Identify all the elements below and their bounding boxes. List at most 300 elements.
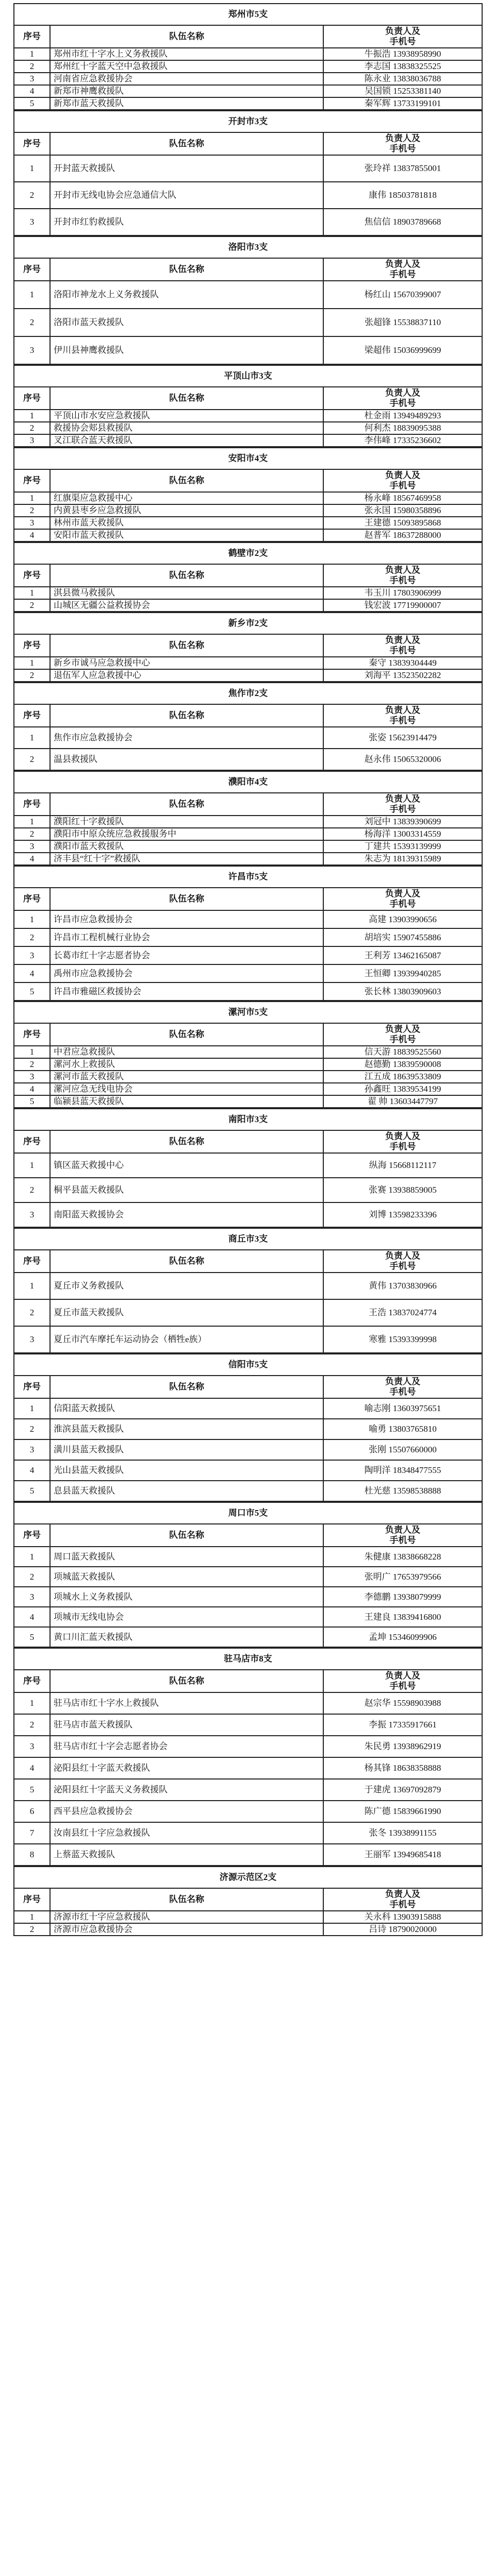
team-name: 新郑市神鹰救援队 bbox=[50, 85, 323, 97]
contact bbox=[323, 1202, 482, 1227]
table-row bbox=[14, 209, 482, 235]
row-number: 2 bbox=[14, 182, 50, 209]
row-number: 5 bbox=[14, 1627, 50, 1647]
table-row bbox=[14, 1481, 482, 1501]
contact-person: 钱宏波 bbox=[364, 600, 391, 610]
city-title: 焦作市2支 bbox=[14, 683, 482, 704]
table-row bbox=[14, 816, 482, 828]
contact-phone: 13903990656 bbox=[388, 914, 437, 924]
team-name: 濮阳红十字救援队 bbox=[50, 816, 323, 828]
col-contact-header bbox=[323, 25, 482, 48]
table-row bbox=[14, 155, 482, 182]
row-number: 1 bbox=[14, 492, 50, 504]
team-name: 济源市应急救援协会 bbox=[50, 1923, 323, 1936]
team-name: 镇区蓝天救援中心 bbox=[50, 1153, 323, 1178]
col-contact-header-a: 负责人及 bbox=[385, 705, 421, 715]
row-number: 1 bbox=[14, 657, 50, 669]
col-num-header: 序号 bbox=[14, 1670, 50, 1692]
city-title-row bbox=[14, 111, 482, 132]
contact-person: 高建 bbox=[369, 914, 387, 924]
col-contact-header-b: 手机号 bbox=[389, 575, 416, 585]
row-number: 2 bbox=[14, 1567, 50, 1587]
contact bbox=[323, 336, 482, 364]
row-number: 1 bbox=[14, 1398, 50, 1419]
contact bbox=[323, 982, 482, 1001]
contact bbox=[323, 1607, 482, 1627]
contact-person: 信天游 bbox=[364, 1047, 391, 1057]
contact-person: 王建德 bbox=[364, 518, 391, 528]
col-contact-header-b: 手机号 bbox=[389, 398, 416, 408]
contact-person: 于建虎 bbox=[364, 1785, 391, 1794]
row-number: 3 bbox=[14, 1587, 50, 1607]
contact-phone: 13837024774 bbox=[388, 1308, 437, 1317]
row-number: 1 bbox=[14, 48, 50, 60]
contact-person: 刘博 bbox=[369, 1210, 387, 1219]
contact bbox=[323, 1481, 482, 1501]
row-number: 3 bbox=[14, 73, 50, 85]
col-team-header: 队伍名称 bbox=[50, 387, 323, 410]
contact-person: 孟坤 bbox=[369, 1632, 387, 1642]
col-contact-header-a: 负责人及 bbox=[385, 259, 421, 269]
contact-phone: 18503781818 bbox=[388, 190, 437, 200]
col-team-header: 队伍名称 bbox=[50, 704, 323, 727]
col-contact-header bbox=[323, 1250, 482, 1273]
table-row bbox=[14, 840, 482, 853]
contact-person: 韦玉川 bbox=[364, 588, 391, 598]
team-name: 济丰县“红十字”救援队 bbox=[50, 853, 323, 865]
row-number: 4 bbox=[14, 1757, 50, 1779]
contact-person: 寒雅 bbox=[369, 1334, 387, 1344]
table-row bbox=[14, 1095, 482, 1108]
row-number: 1 bbox=[14, 1273, 50, 1299]
team-name: 夏丘市蓝天救援队 bbox=[50, 1299, 323, 1326]
contact-phone: 17719900007 bbox=[392, 600, 441, 610]
contact bbox=[323, 727, 482, 749]
contact-phone: 13703830966 bbox=[388, 1281, 437, 1291]
city-title-row bbox=[14, 1502, 482, 1524]
col-contact-header-b: 手机号 bbox=[389, 37, 416, 46]
row-number: 2 bbox=[14, 1299, 50, 1326]
contact-phone: 13598233396 bbox=[388, 1210, 437, 1219]
contact-phone: 15839661990 bbox=[392, 1806, 441, 1816]
row-number: 4 bbox=[14, 853, 50, 865]
contact-phone: 18790020000 bbox=[388, 1924, 437, 1934]
city-table bbox=[13, 612, 483, 682]
document bbox=[13, 3, 482, 1936]
table-row bbox=[14, 946, 482, 964]
row-number: 4 bbox=[14, 1607, 50, 1627]
header-row bbox=[14, 469, 482, 492]
city-title-row bbox=[14, 1002, 482, 1023]
col-num-header: 序号 bbox=[14, 25, 50, 48]
contact-phone: 13697092879 bbox=[392, 1785, 441, 1794]
city-title-row bbox=[14, 543, 482, 564]
table-row bbox=[14, 1714, 482, 1736]
table-row bbox=[14, 60, 482, 73]
contact-phone: 13839534199 bbox=[392, 1084, 441, 1094]
col-contact-header bbox=[323, 132, 482, 155]
col-contact-header bbox=[323, 634, 482, 657]
contact-phone: 13938859005 bbox=[388, 1185, 437, 1195]
row-number: 8 bbox=[14, 1844, 50, 1866]
team-name: 郑州市红十字水上义务救援队 bbox=[50, 48, 323, 60]
table-row bbox=[14, 657, 482, 669]
header-row bbox=[14, 564, 482, 587]
header-row bbox=[14, 1888, 482, 1911]
contact-phone: 13903915888 bbox=[392, 1912, 441, 1922]
team-name: 河南省应急救援协会 bbox=[50, 73, 323, 85]
table-row bbox=[14, 1692, 482, 1714]
contact-person: 张长林 bbox=[364, 986, 391, 996]
city-table bbox=[13, 1502, 483, 1648]
contact bbox=[323, 48, 482, 60]
row-number: 2 bbox=[14, 504, 50, 517]
row-number: 1 bbox=[14, 281, 50, 309]
row-number: 2 bbox=[14, 828, 50, 840]
team-name: 南阳蓝天救援协会 bbox=[50, 1202, 323, 1227]
table-row bbox=[14, 281, 482, 309]
contact bbox=[323, 1587, 482, 1607]
row-number: 3 bbox=[14, 840, 50, 853]
header-row bbox=[14, 1250, 482, 1273]
contact bbox=[323, 410, 482, 422]
table-row bbox=[14, 1083, 482, 1095]
contact bbox=[323, 1419, 482, 1439]
contact bbox=[323, 209, 482, 235]
contact-phone: 15668112117 bbox=[389, 1160, 437, 1170]
team-name: 新乡市诚马应急救援中心 bbox=[50, 657, 323, 669]
contact-phone: 15253381140 bbox=[393, 86, 441, 96]
col-contact-header bbox=[323, 1888, 482, 1911]
contact-phone: 18839095388 bbox=[392, 423, 441, 433]
contact-phone: 15036999699 bbox=[392, 345, 441, 355]
team-name: 夏丘市义务救援队 bbox=[50, 1273, 323, 1299]
row-number: 2 bbox=[14, 1058, 50, 1071]
contact-person: 纵海 bbox=[369, 1160, 387, 1170]
contact-phone: 13523502282 bbox=[392, 670, 441, 680]
col-team-header: 队伍名称 bbox=[50, 1888, 323, 1911]
city-title: 驻马店市8支 bbox=[14, 1648, 482, 1670]
team-name: 许昌市工程机械行业协会 bbox=[50, 928, 323, 946]
city-title-row bbox=[14, 1867, 482, 1888]
team-name: 漯河市蓝天救援队 bbox=[50, 1071, 323, 1083]
contact-phone: 18637288000 bbox=[392, 530, 441, 540]
table-row bbox=[14, 1779, 482, 1801]
col-num-header: 序号 bbox=[14, 1250, 50, 1273]
row-number: 3 bbox=[14, 1326, 50, 1353]
team-name: 安阳市蓝天救援队 bbox=[50, 529, 323, 541]
row-number: 5 bbox=[14, 982, 50, 1001]
row-number: 2 bbox=[14, 1923, 50, 1936]
team-name: 济源市红十字应急救援队 bbox=[50, 1911, 323, 1923]
city-table bbox=[13, 866, 483, 1001]
col-contact-header-a: 负责人及 bbox=[385, 1251, 421, 1261]
contact-phone: 13938079999 bbox=[392, 1591, 441, 1602]
row-number: 1 bbox=[14, 1692, 50, 1714]
contact-person: 关永科 bbox=[364, 1912, 391, 1922]
team-name: 漯河应急无线电协会 bbox=[50, 1083, 323, 1095]
contact-phone: 18903789668 bbox=[392, 217, 441, 227]
col-contact-header-a: 负责人及 bbox=[385, 565, 421, 575]
team-name: 驻马店市红十字会志愿者协会 bbox=[50, 1736, 323, 1757]
row-number: 5 bbox=[14, 1481, 50, 1501]
col-team-header: 队伍名称 bbox=[50, 1670, 323, 1692]
contact bbox=[323, 85, 482, 97]
col-num-header: 序号 bbox=[14, 1888, 50, 1911]
contact bbox=[323, 60, 482, 73]
table-row bbox=[14, 964, 482, 982]
contact-person: 张永国 bbox=[364, 505, 391, 515]
team-name: 汝南县红十字应急救援队 bbox=[50, 1822, 323, 1844]
contact bbox=[323, 657, 482, 669]
row-number: 1 bbox=[14, 1911, 50, 1923]
contact-phone: 13733199101 bbox=[392, 98, 441, 108]
contact bbox=[323, 1757, 482, 1779]
team-name: 西平县应急救援协会 bbox=[50, 1801, 323, 1822]
contact-person: 王利芳 bbox=[364, 950, 391, 960]
team-name: 林州市蓝天救援队 bbox=[50, 517, 323, 529]
team-name: 焦作市应急救援协会 bbox=[50, 727, 323, 749]
contact bbox=[323, 97, 482, 110]
col-contact-header-b: 手机号 bbox=[389, 144, 416, 154]
contact-person: 李伟峰 bbox=[364, 435, 391, 445]
contact-person: 吴国锁 bbox=[364, 86, 391, 96]
table-row bbox=[14, 1822, 482, 1844]
col-contact-header-b: 手机号 bbox=[389, 1535, 416, 1545]
contact-person: 喻勇 bbox=[369, 1424, 387, 1434]
header-row bbox=[14, 1524, 482, 1547]
city-title-row bbox=[14, 1228, 482, 1250]
row-number: 1 bbox=[14, 1547, 50, 1567]
contact-person: 李振 bbox=[369, 1720, 387, 1730]
contact-person: 翟 帅 bbox=[368, 1096, 388, 1106]
contact-phone: 18638358888 bbox=[392, 1763, 441, 1773]
city-title-row bbox=[14, 4, 482, 25]
contact-person: 王丽军 bbox=[364, 1850, 391, 1859]
col-num-header: 序号 bbox=[14, 793, 50, 816]
team-name: 项城蓝天救援队 bbox=[50, 1567, 323, 1587]
contact-phone: 17803906999 bbox=[392, 588, 441, 598]
header-row bbox=[14, 1130, 482, 1153]
contact-person: 杨红山 bbox=[364, 290, 391, 299]
contact-person: 吕诗 bbox=[369, 1924, 387, 1934]
table-row bbox=[14, 529, 482, 541]
team-name: 开封市无线电协会应急通信大队 bbox=[50, 182, 323, 209]
col-team-header: 队伍名称 bbox=[50, 258, 323, 281]
contact-phone: 13939940285 bbox=[392, 968, 441, 978]
contact-person: 张赛 bbox=[369, 1185, 387, 1195]
contact bbox=[323, 928, 482, 946]
table-row bbox=[14, 1178, 482, 1202]
col-contact-header bbox=[323, 387, 482, 410]
contact-phone: 13838325525 bbox=[392, 61, 441, 71]
team-name: 退伍军人应急救援中心 bbox=[50, 669, 323, 682]
row-number: 1 bbox=[14, 587, 50, 599]
city-title: 濮阳市4支 bbox=[14, 771, 482, 793]
team-name: 洛阳市神龙水上义务救援队 bbox=[50, 281, 323, 309]
header-row bbox=[14, 258, 482, 281]
team-name: 信阳蓝天救援队 bbox=[50, 1398, 323, 1419]
contact bbox=[323, 964, 482, 982]
row-number: 1 bbox=[14, 1046, 50, 1058]
col-num-header: 序号 bbox=[14, 704, 50, 727]
row-number: 2 bbox=[14, 599, 50, 612]
row-number: 1 bbox=[14, 910, 50, 928]
contact-person: 焦信信 bbox=[364, 217, 391, 227]
col-contact-header-a: 负责人及 bbox=[385, 26, 421, 36]
contact bbox=[323, 1153, 482, 1178]
contact bbox=[323, 281, 482, 309]
contact bbox=[323, 182, 482, 209]
contact-phone: 13462165087 bbox=[392, 950, 441, 960]
col-team-header: 队伍名称 bbox=[50, 888, 323, 910]
table-row bbox=[14, 504, 482, 517]
col-num-header: 序号 bbox=[14, 564, 50, 587]
city-table bbox=[13, 682, 483, 771]
col-contact-header-a: 负责人及 bbox=[385, 1889, 420, 1899]
row-number: 3 bbox=[14, 517, 50, 529]
team-name: 周口蓝天救援队 bbox=[50, 1547, 323, 1567]
city-title: 周口市5支 bbox=[14, 1502, 482, 1524]
header-row bbox=[14, 704, 482, 727]
contact bbox=[323, 828, 482, 840]
col-num-header: 序号 bbox=[14, 387, 50, 410]
col-contact-header-b: 手机号 bbox=[389, 481, 416, 490]
city-table bbox=[13, 1108, 483, 1228]
team-name: 山城区无疆公益救援协会 bbox=[50, 599, 323, 612]
row-number: 5 bbox=[14, 1095, 50, 1108]
team-name: 禹州市应急救援协会 bbox=[50, 964, 323, 982]
col-contact-header-b: 手机号 bbox=[389, 269, 416, 279]
contact bbox=[323, 1178, 482, 1202]
city-title-row bbox=[14, 236, 482, 258]
col-contact-header-a: 负责人及 bbox=[385, 635, 421, 645]
contact-person: 赵永伟 bbox=[364, 754, 391, 764]
row-number: 2 bbox=[14, 60, 50, 73]
header-row bbox=[14, 25, 482, 48]
city-title: 郑州市5支 bbox=[14, 4, 482, 25]
contact-person: 陈广德 bbox=[364, 1806, 391, 1816]
row-number: 5 bbox=[14, 97, 50, 110]
contact bbox=[323, 840, 482, 853]
team-name: 平顶山市水安应急救援队 bbox=[50, 410, 323, 422]
col-team-header: 队伍名称 bbox=[50, 793, 323, 816]
contact-person: 朱民勇 bbox=[364, 1741, 391, 1751]
city-title-row bbox=[14, 1109, 482, 1130]
contact-person: 孙鑫旺 bbox=[364, 1084, 391, 1094]
contact bbox=[323, 1714, 482, 1736]
contact-phone: 13838036788 bbox=[392, 74, 441, 83]
city-title: 漯河市5支 bbox=[14, 1002, 482, 1023]
contact-person: 江五成 bbox=[364, 1072, 391, 1081]
row-number: 1 bbox=[14, 1153, 50, 1178]
row-number: 4 bbox=[14, 1083, 50, 1095]
table-row bbox=[14, 1736, 482, 1757]
row-number: 1 bbox=[14, 410, 50, 422]
team-name: 救援协会郏县救援队 bbox=[50, 422, 323, 434]
contact-phone: 13949685418 bbox=[392, 1850, 441, 1859]
contact-phone: 13598538888 bbox=[392, 1486, 441, 1496]
col-contact-header-a: 负责人及 bbox=[385, 1525, 421, 1535]
contact-phone: 13839590008 bbox=[392, 1059, 441, 1069]
col-contact-header bbox=[323, 258, 482, 281]
contact-person: 刘海平 bbox=[364, 670, 391, 680]
team-name: 淇县微马救援队 bbox=[50, 587, 323, 599]
col-num-header: 序号 bbox=[14, 469, 50, 492]
contact-phone: 15538837110 bbox=[393, 317, 441, 327]
table-row bbox=[14, 1326, 482, 1353]
row-number: 2 bbox=[14, 309, 50, 336]
col-contact-header-b: 手机号 bbox=[389, 1387, 416, 1397]
col-num-header: 序号 bbox=[14, 1023, 50, 1046]
contact-phone: 15346099906 bbox=[388, 1632, 437, 1642]
city-table bbox=[13, 447, 483, 542]
contact-person: 王恒卿 bbox=[364, 968, 391, 978]
table-row bbox=[14, 749, 482, 770]
contact bbox=[323, 1439, 482, 1460]
table-row bbox=[14, 1071, 482, 1083]
contact-phone: 15507660000 bbox=[388, 1445, 437, 1454]
city-table bbox=[13, 1353, 483, 1502]
col-contact-header-a: 负责人及 bbox=[385, 889, 421, 899]
contact-person: 梁超伟 bbox=[364, 345, 391, 355]
row-number: 2 bbox=[14, 928, 50, 946]
contact-person: 朱志为 bbox=[364, 854, 391, 863]
city-title: 许昌市5支 bbox=[14, 866, 482, 888]
contact bbox=[323, 1844, 482, 1866]
row-number: 1 bbox=[14, 155, 50, 182]
team-name: 内黄县枣乡应急救援队 bbox=[50, 504, 323, 517]
contact bbox=[323, 816, 482, 828]
row-number: 3 bbox=[14, 1736, 50, 1757]
team-name: 泌阳县红十字蓝天救援队 bbox=[50, 1757, 323, 1779]
row-number: 7 bbox=[14, 1822, 50, 1844]
col-contact-header bbox=[323, 1023, 482, 1046]
contact-person: 刘冠中 bbox=[364, 817, 391, 826]
col-contact-header-b: 手机号 bbox=[389, 1142, 416, 1151]
col-team-header: 队伍名称 bbox=[50, 634, 323, 657]
contact-person: 杜光慈 bbox=[364, 1486, 391, 1496]
contact-phone: 15598903988 bbox=[392, 1698, 441, 1708]
table-row bbox=[14, 1567, 482, 1587]
row-number: 1 bbox=[14, 816, 50, 828]
city-title: 信阳市5支 bbox=[14, 1354, 482, 1376]
col-contact-header-a: 负责人及 bbox=[385, 470, 421, 480]
contact-person: 李志国 bbox=[364, 61, 391, 71]
team-name: 长葛市红十字志愿者协会 bbox=[50, 946, 323, 964]
col-team-header: 队伍名称 bbox=[50, 132, 323, 155]
team-name: 驻马店市蓝天救援队 bbox=[50, 1714, 323, 1736]
contact-person: 赵普军 bbox=[364, 530, 391, 540]
team-name: 驻马店市红十字水上救援队 bbox=[50, 1692, 323, 1714]
team-name: 叉江联合蓝天救援队 bbox=[50, 434, 323, 447]
contact-person: 张姿 bbox=[369, 733, 387, 742]
team-name: 潢川县蓝天救援队 bbox=[50, 1439, 323, 1460]
table-row bbox=[14, 1587, 482, 1607]
city-title: 鹤壁市2支 bbox=[14, 543, 482, 564]
city-title-row bbox=[14, 613, 482, 634]
team-name: 项城市无线电协会 bbox=[50, 1607, 323, 1627]
row-number: 2 bbox=[14, 669, 50, 682]
contact-person: 杨永峰 bbox=[364, 493, 391, 503]
table-row bbox=[14, 853, 482, 865]
contact bbox=[323, 910, 482, 928]
col-contact-header-a: 负责人及 bbox=[385, 1131, 421, 1141]
table-row bbox=[14, 336, 482, 364]
col-contact-header-b: 手机号 bbox=[389, 899, 416, 909]
col-team-header: 队伍名称 bbox=[50, 1023, 323, 1046]
city-table bbox=[13, 236, 483, 365]
